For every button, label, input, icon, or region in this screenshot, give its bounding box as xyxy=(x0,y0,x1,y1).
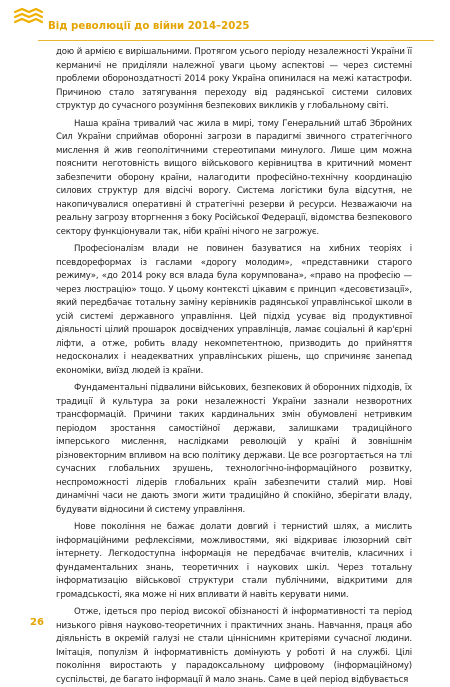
paragraph: Фундаментальні підвалини військових, безпекових й оборонних підходів, їх традиції й культура за роки незалежності України зазнали незворотних трансформацій. Причини таких кардинальних змін обумовлені нетривким періодом зростання самостійної держави, залишками традиційного імперського мислення, наслідками революцій у країні й зовнішнім різновекторним впливом на всю політику держави. Це все розгортається на тлі сучасних глобальних зрушень, технологічно-інформаційного розвитку, неспроможності лідерів глобальних країн забезпечити сталий мир. Нові динамічні часи не дають змоги жити традиційно й спокійно, зберігати владу, будувати відносини й систему управління. xyxy=(56,383,412,515)
header-divider xyxy=(38,40,434,41)
paragraph: дою й армією є вирішальними. Протягом усього періоду незалежності України її керманичі не приділяли належної уваги цьому аспектові — через системні проблеми обороноздатності 2014 року Україна опинилася на межі катастрофи. Причиною стало затягування переходу від радянської системи силових структур до сучасного розуміння безпекових викликів у глобальному світі. xyxy=(56,47,412,111)
running-title: Від революції до війни 2014–2025 xyxy=(48,21,250,32)
paragraph: Професіоналізм влади не повинен базуватися на хибних теоріях і псевдореформах із гаслами «дорогу молодим», «представники старого режиму», «до 2014 року вся влада була корумпована», «право на професію — через люстрацію» тощо. У цьому контексті цікавим є принцип «десовєтизації», який передбачає тотальну заміну керівників радянської управлінської школи в усій системі державного управління. Цей підхід усуває від продуктивної діяльності цілий прошарок досвідчених управлінців, ламає соціальні й кар'єрні ліфти, а отже, робить владу некомпетентною, призводить до прийняття недосконалих і неадекватних управлінських рішень, що спричиняє занепад економіки, виїзд людей із країни. xyxy=(56,244,412,376)
paragraph: Отже, ідеться про період високої обізнаності й інформативності та період низького рівня науково-теоретичних і практичних знань. Навчання, праця або діяльність в окремій галузі не стали цінніснимн критеріями сучасної людини. Імітація, популізм й інформативність домінують у роботі й на службі. Цілі покоління виростають у парадоксальному цифровому (інформаційному) суспільстві, де багато інформації й мало знань. Саме в цей період відбувається xyxy=(56,607,412,685)
paragraph: Нове покоління не бажає долати довгий і тернистий шлях, а мислить інформаційними рефлексіями, можливостями, які відкриває ілюзорний світ інтернету. Легкодоступна інформація не передбачає вчителів, класичних і фундаментальних знань, теоретичних і наукових шкіл. Через тотальну інформатизацію військової структури стали публічними, відкритими для громадськості, яка може ні них впливати й навіть керувати ними. xyxy=(56,522,412,600)
page-body xyxy=(56,46,412,687)
publisher-logo-icon xyxy=(12,6,44,28)
page-number: 26 xyxy=(30,617,44,628)
paragraph: Наша країна тривалий час жила в мирі, тому Генеральний штаб Збройних Сил України сприймав оборонні загрози в парадигмі звичного стратегічного мислення й жив геополітичними стереотипами минулого. Лише цим можна пояснити неготовність вищого військового керівництва в критичний момент забезпечити оборону країни, налагодити професійно-технічну координацію силових структур для відсічі ворогу. Система логістики була відсутня, не накопичувалися оперативні й стратегічні резерви й ресурси. Незважаючи на реальну загрозу вторгнення з боку Російської Федерації, відомства безпекового сектору функціонували так, ніби країні нічого не загрожує. xyxy=(56,118,412,237)
